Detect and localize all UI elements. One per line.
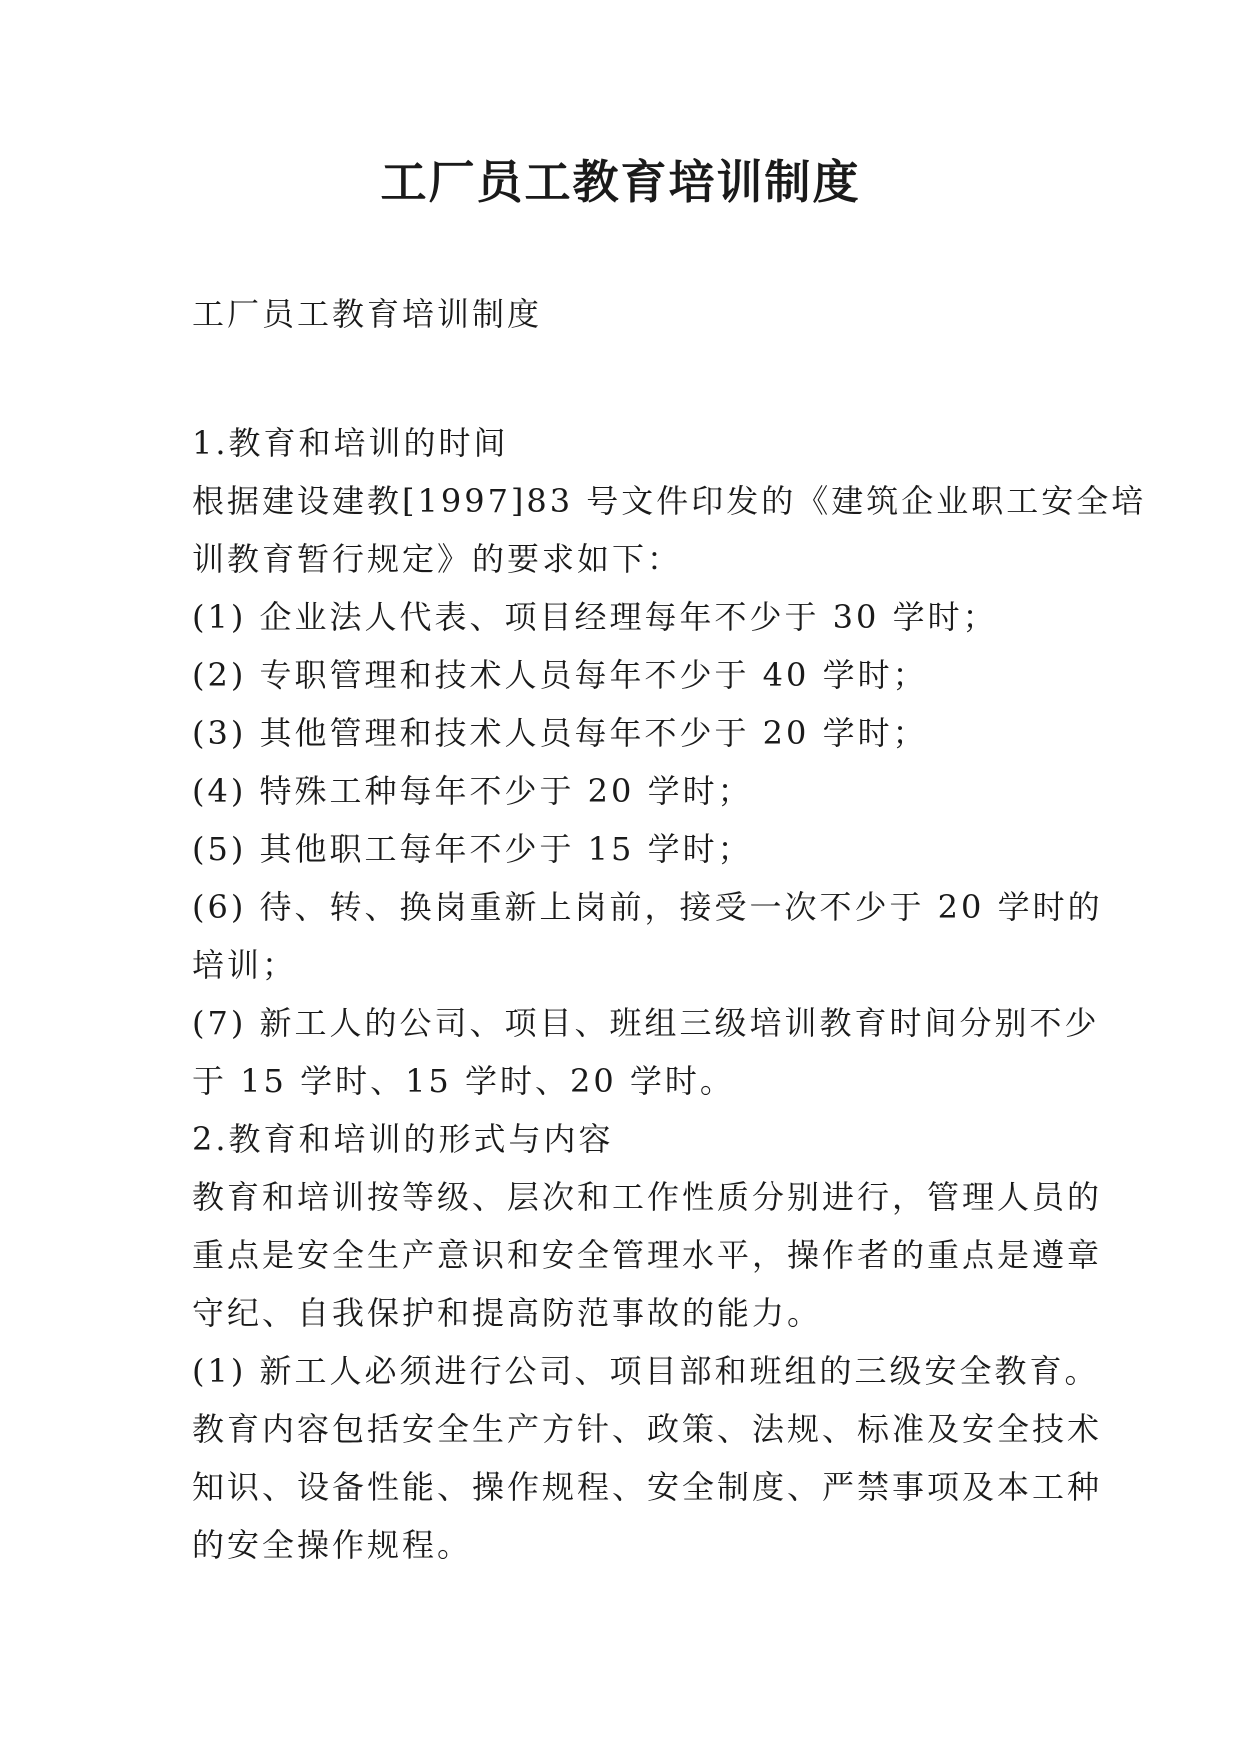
paragraph-gap [192, 343, 1072, 414]
list-item: (6) 待、转、换岗重新上岗前，接受一次不少于 20 学时的 [192, 888, 1103, 926]
list-item: (1) 企业法人代表、项目经理每年不少于 30 学时； [192, 598, 998, 636]
document-subtitle: 工厂员工教育培训制度 [192, 295, 543, 333]
list-item-continuation: 培训； [192, 946, 298, 984]
list-item: (3) 其他管理和技术人员每年不少于 20 学时； [192, 714, 928, 752]
document-title: 工厂员工教育培训制度 [380, 155, 861, 209]
text-line: 的安全操作规程。 [192, 1526, 473, 1564]
text-line: 根据建设建教[1997]83 号文件印发的《建筑企业职工安全培 [192, 482, 1147, 520]
text-line: 知识、设备性能、操作规程、安全制度、严禁事项及本工种 [192, 1468, 1103, 1506]
document-body [192, 285, 1147, 1574]
text-line: 教育和培训按等级、层次和工作性质分别进行，管理人员的 [192, 1178, 1103, 1216]
text-line: 守纪、自我保护和提高防范事故的能力。 [192, 1294, 823, 1332]
list-item: (7) 新工人的公司、项目、班组三级培训教育时间分别不少 [192, 1004, 1100, 1042]
text-line: 教育内容包括安全生产方针、政策、法规、标准及安全技术 [192, 1410, 1103, 1448]
list-item: (5) 其他职工每年不少于 15 学时； [192, 830, 753, 868]
text-line: 重点是安全生产意识和安全管理水平，操作者的重点是遵章 [192, 1236, 1103, 1274]
list-item: (4) 特殊工种每年不少于 20 学时； [192, 772, 753, 810]
list-item-continuation: 于 15 学时、15 学时、20 学时。 [192, 1062, 735, 1100]
section-heading-content: 2.教育和培训的形式与内容 [192, 1120, 614, 1158]
text-line: 训教育暂行规定》的要求如下： [192, 540, 683, 578]
list-item: (2) 专职管理和技术人员每年不少于 40 学时； [192, 656, 928, 694]
list-item: (1) 新工人必须进行公司、项目部和班组的三级安全教育。 [192, 1352, 1100, 1390]
section-heading-time: 1.教育和培训的时间 [192, 424, 509, 462]
